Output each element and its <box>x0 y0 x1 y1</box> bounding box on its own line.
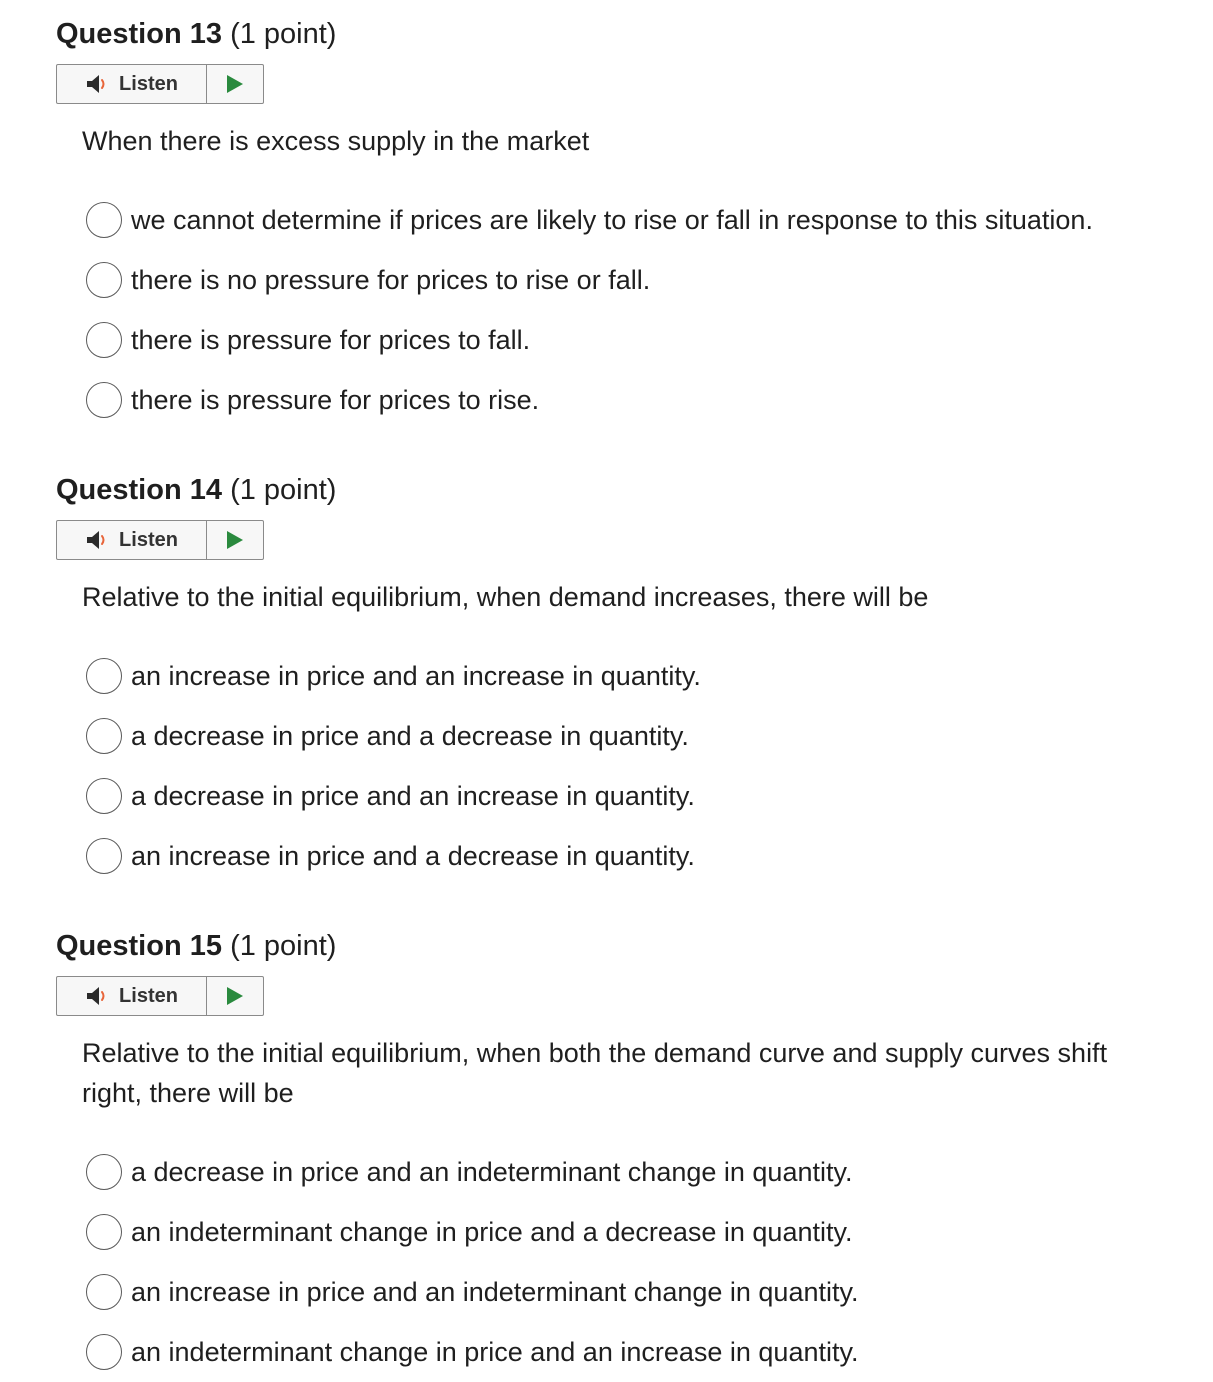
listen-label: Listen <box>119 528 178 551</box>
answer-option[interactable] <box>86 706 1196 766</box>
answer-option[interactable] <box>86 766 1196 826</box>
radio-button[interactable] <box>86 262 122 298</box>
question-label: Question 13 <box>56 18 222 50</box>
option-label: a decrease in price and an indeterminant change in quantity. <box>131 1157 853 1187</box>
option-label: a decrease in price and an increase in quantity. <box>131 781 695 811</box>
speaker-body <box>87 531 99 549</box>
play-button[interactable] <box>207 977 263 1015</box>
answer-options <box>86 190 1196 430</box>
option-label: an increase in price and a decrease in quantity. <box>131 841 695 871</box>
radio-button[interactable] <box>86 322 122 358</box>
listen-button[interactable] <box>57 65 207 103</box>
option-label: there is no pressure for prices to rise or fall. <box>131 265 651 295</box>
listen-widget <box>56 976 264 1016</box>
radio-button[interactable] <box>86 658 122 694</box>
speaker-icon <box>85 529 115 551</box>
question-points: (1 point) <box>230 474 337 506</box>
radio-button[interactable] <box>86 382 122 418</box>
question-title <box>56 17 1196 51</box>
answer-options <box>86 1142 1196 1382</box>
speaker-icon <box>85 73 115 95</box>
option-label: a decrease in price and a decrease in quantity. <box>131 721 689 751</box>
play-triangle <box>227 75 243 93</box>
question-title <box>56 473 1196 507</box>
answer-option[interactable] <box>86 1202 1196 1262</box>
option-label: an indeterminant change in price and a decrease in quantity. <box>131 1217 853 1247</box>
radio-button[interactable] <box>86 838 122 874</box>
radio-button[interactable] <box>86 1154 122 1190</box>
radio-button[interactable] <box>86 1274 122 1310</box>
play-icon <box>226 986 244 1006</box>
speaker-wave <box>102 992 104 1000</box>
option-label: there is pressure for prices to fall. <box>131 325 531 355</box>
answer-options <box>86 646 1196 886</box>
listen-button[interactable] <box>57 977 207 1015</box>
answer-option[interactable] <box>86 826 1196 886</box>
question-title <box>56 929 1196 963</box>
play-triangle <box>227 531 243 549</box>
speaker-wave <box>102 536 104 544</box>
play-icon <box>226 74 244 94</box>
question-15 <box>56 929 1196 1367</box>
radio-button[interactable] <box>86 202 122 238</box>
radio-button[interactable] <box>86 718 122 754</box>
question-label: Question 14 <box>56 474 222 506</box>
listen-widget <box>56 64 264 104</box>
question-text: Relative to the initial equilibrium, when demand increases, there will be <box>82 582 929 612</box>
question-label: Question 15 <box>56 930 222 962</box>
option-label: an increase in price and an indeterminant change in quantity. <box>131 1277 859 1307</box>
option-label: an increase in price and an increase in quantity. <box>131 661 701 691</box>
speaker-body <box>87 987 99 1005</box>
question-points: (1 point) <box>230 18 337 50</box>
question-points: (1 point) <box>230 930 337 962</box>
listen-widget <box>56 520 264 560</box>
speaker-wave <box>102 80 104 88</box>
question-14 <box>56 473 1196 871</box>
play-button[interactable] <box>207 521 263 559</box>
option-label: there is pressure for prices to rise. <box>131 385 540 415</box>
radio-button[interactable] <box>86 1214 122 1250</box>
radio-button[interactable] <box>86 1334 122 1370</box>
answer-option[interactable] <box>86 250 1196 310</box>
play-triangle <box>227 987 243 1005</box>
radio-button[interactable] <box>86 778 122 814</box>
question-text: Relative to the initial equilibrium, when both the demand curve and supply curves shift right, there will be <box>82 1038 1108 1108</box>
answer-option[interactable] <box>86 646 1196 706</box>
play-button[interactable] <box>207 65 263 103</box>
answer-option[interactable] <box>86 1142 1196 1202</box>
listen-label: Listen <box>119 984 178 1007</box>
speaker-body <box>87 75 99 93</box>
listen-button[interactable] <box>57 521 207 559</box>
option-label: an indeterminant change in price and an increase in quantity. <box>131 1337 859 1367</box>
question-13 <box>56 17 1196 415</box>
answer-option[interactable] <box>86 1262 1196 1322</box>
listen-label: Listen <box>119 72 178 95</box>
question-text: When there is excess supply in the market <box>82 126 590 156</box>
option-label: we cannot determine if prices are likely to rise or fall in response to this situation. <box>131 205 1093 235</box>
answer-option[interactable] <box>86 1322 1196 1382</box>
answer-option[interactable] <box>86 310 1196 370</box>
play-icon <box>226 530 244 550</box>
answer-option[interactable] <box>86 370 1196 430</box>
speaker-icon <box>85 985 115 1007</box>
answer-option[interactable] <box>86 190 1196 250</box>
